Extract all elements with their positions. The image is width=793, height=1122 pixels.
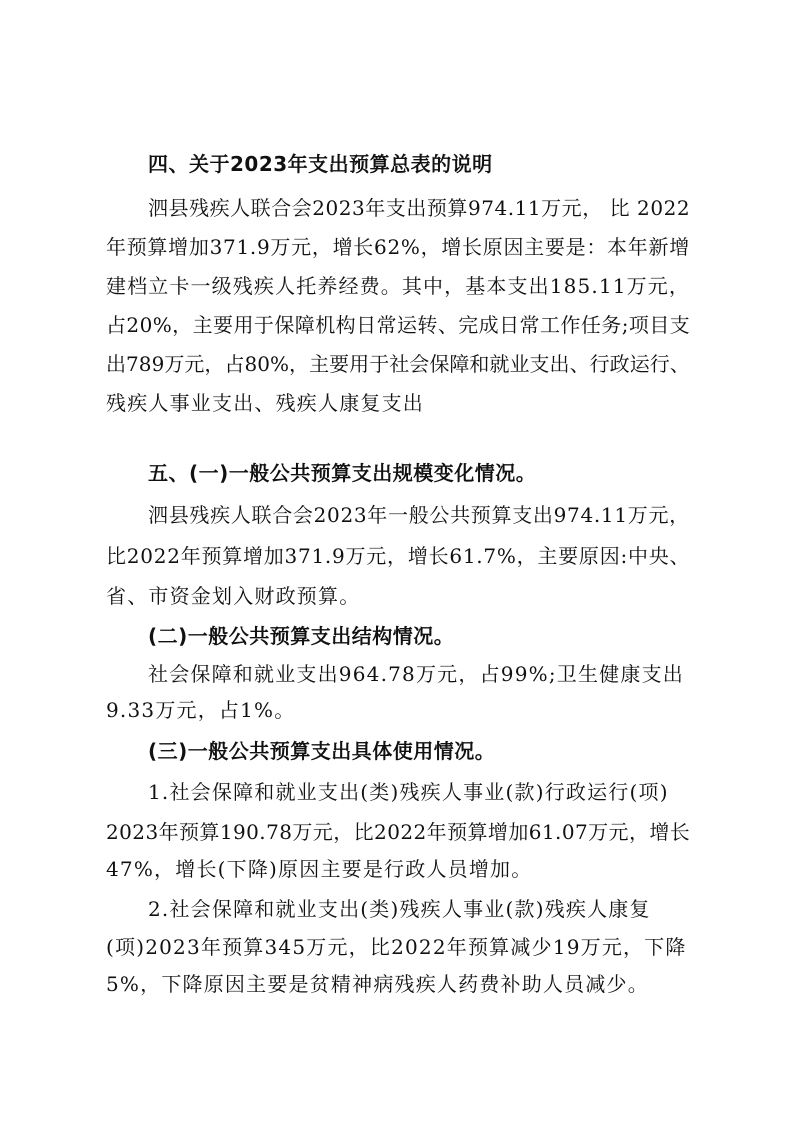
paragraph-line: 5%，下降原因主要是贫精神病残疾人药费补助人员减少。 — [106, 972, 649, 996]
paragraph-line: (项)2023年预算345万元，比2022年预算减少19万元，下降 — [106, 935, 687, 959]
subsection-3-heading: (三)一般公共预算支出具体使用情况。 — [148, 739, 496, 763]
paragraph-line: 建档立卡一级残疾人托养经费。其中，基本支出185.11万元， — [106, 274, 690, 298]
paragraph-line: 泗县残疾人联合会2023年一般公共预算支出974.11万元， — [148, 503, 690, 527]
section-5-heading: 五、(一)一般公共预算支出规模变化情况。 — [148, 461, 537, 485]
paragraph-line: 泗县残疾人联合会2023年支出预算974.11万元， 比 2022 — [148, 196, 691, 220]
paragraph-line: 47%，增长(下降)原因主要是行政人员增加。 — [106, 857, 533, 881]
paragraph-line: 年预算增加371.9万元，增长62%，增长原因主要是：本年新增 — [106, 235, 690, 259]
paragraph-line: 占20%，主要用于保障机构日常运转、完成日常工作任务;项目支 — [106, 313, 691, 337]
paragraph-line: 9.33万元，占1%。 — [106, 698, 296, 722]
paragraph-line: 2.社会保障和就业支出(类)残疾人事业(款)残疾人康复 — [148, 897, 651, 921]
paragraph-line: 2023年预算190.78万元，比2022年预算增加61.07万元，增长 — [106, 820, 691, 844]
paragraph-line: 残疾人事业支出、残疾人康复支出 — [106, 391, 424, 415]
section-4-heading: 四、关于2023年支出预算总表的说明 — [148, 152, 493, 176]
paragraph-line: 1.社会保障和就业支出(类)残疾人事业(款)行政运行(项) — [148, 780, 669, 804]
subsection-2-heading: (二)一般公共预算支出结构情况。 — [148, 624, 455, 648]
paragraph-line: 省、市资金划入财政预算。 — [106, 584, 361, 608]
paragraph-line: 社会保障和就业支出964.78万元，占99%;卫生健康支出 — [148, 662, 684, 686]
paragraph-line: 比2022年预算增加371.9万元，增长61.7%，主要原因:中央、 — [106, 544, 691, 568]
paragraph-line: 出789万元，占80%，主要用于社会保障和就业支出、行政运行、 — [106, 352, 690, 376]
